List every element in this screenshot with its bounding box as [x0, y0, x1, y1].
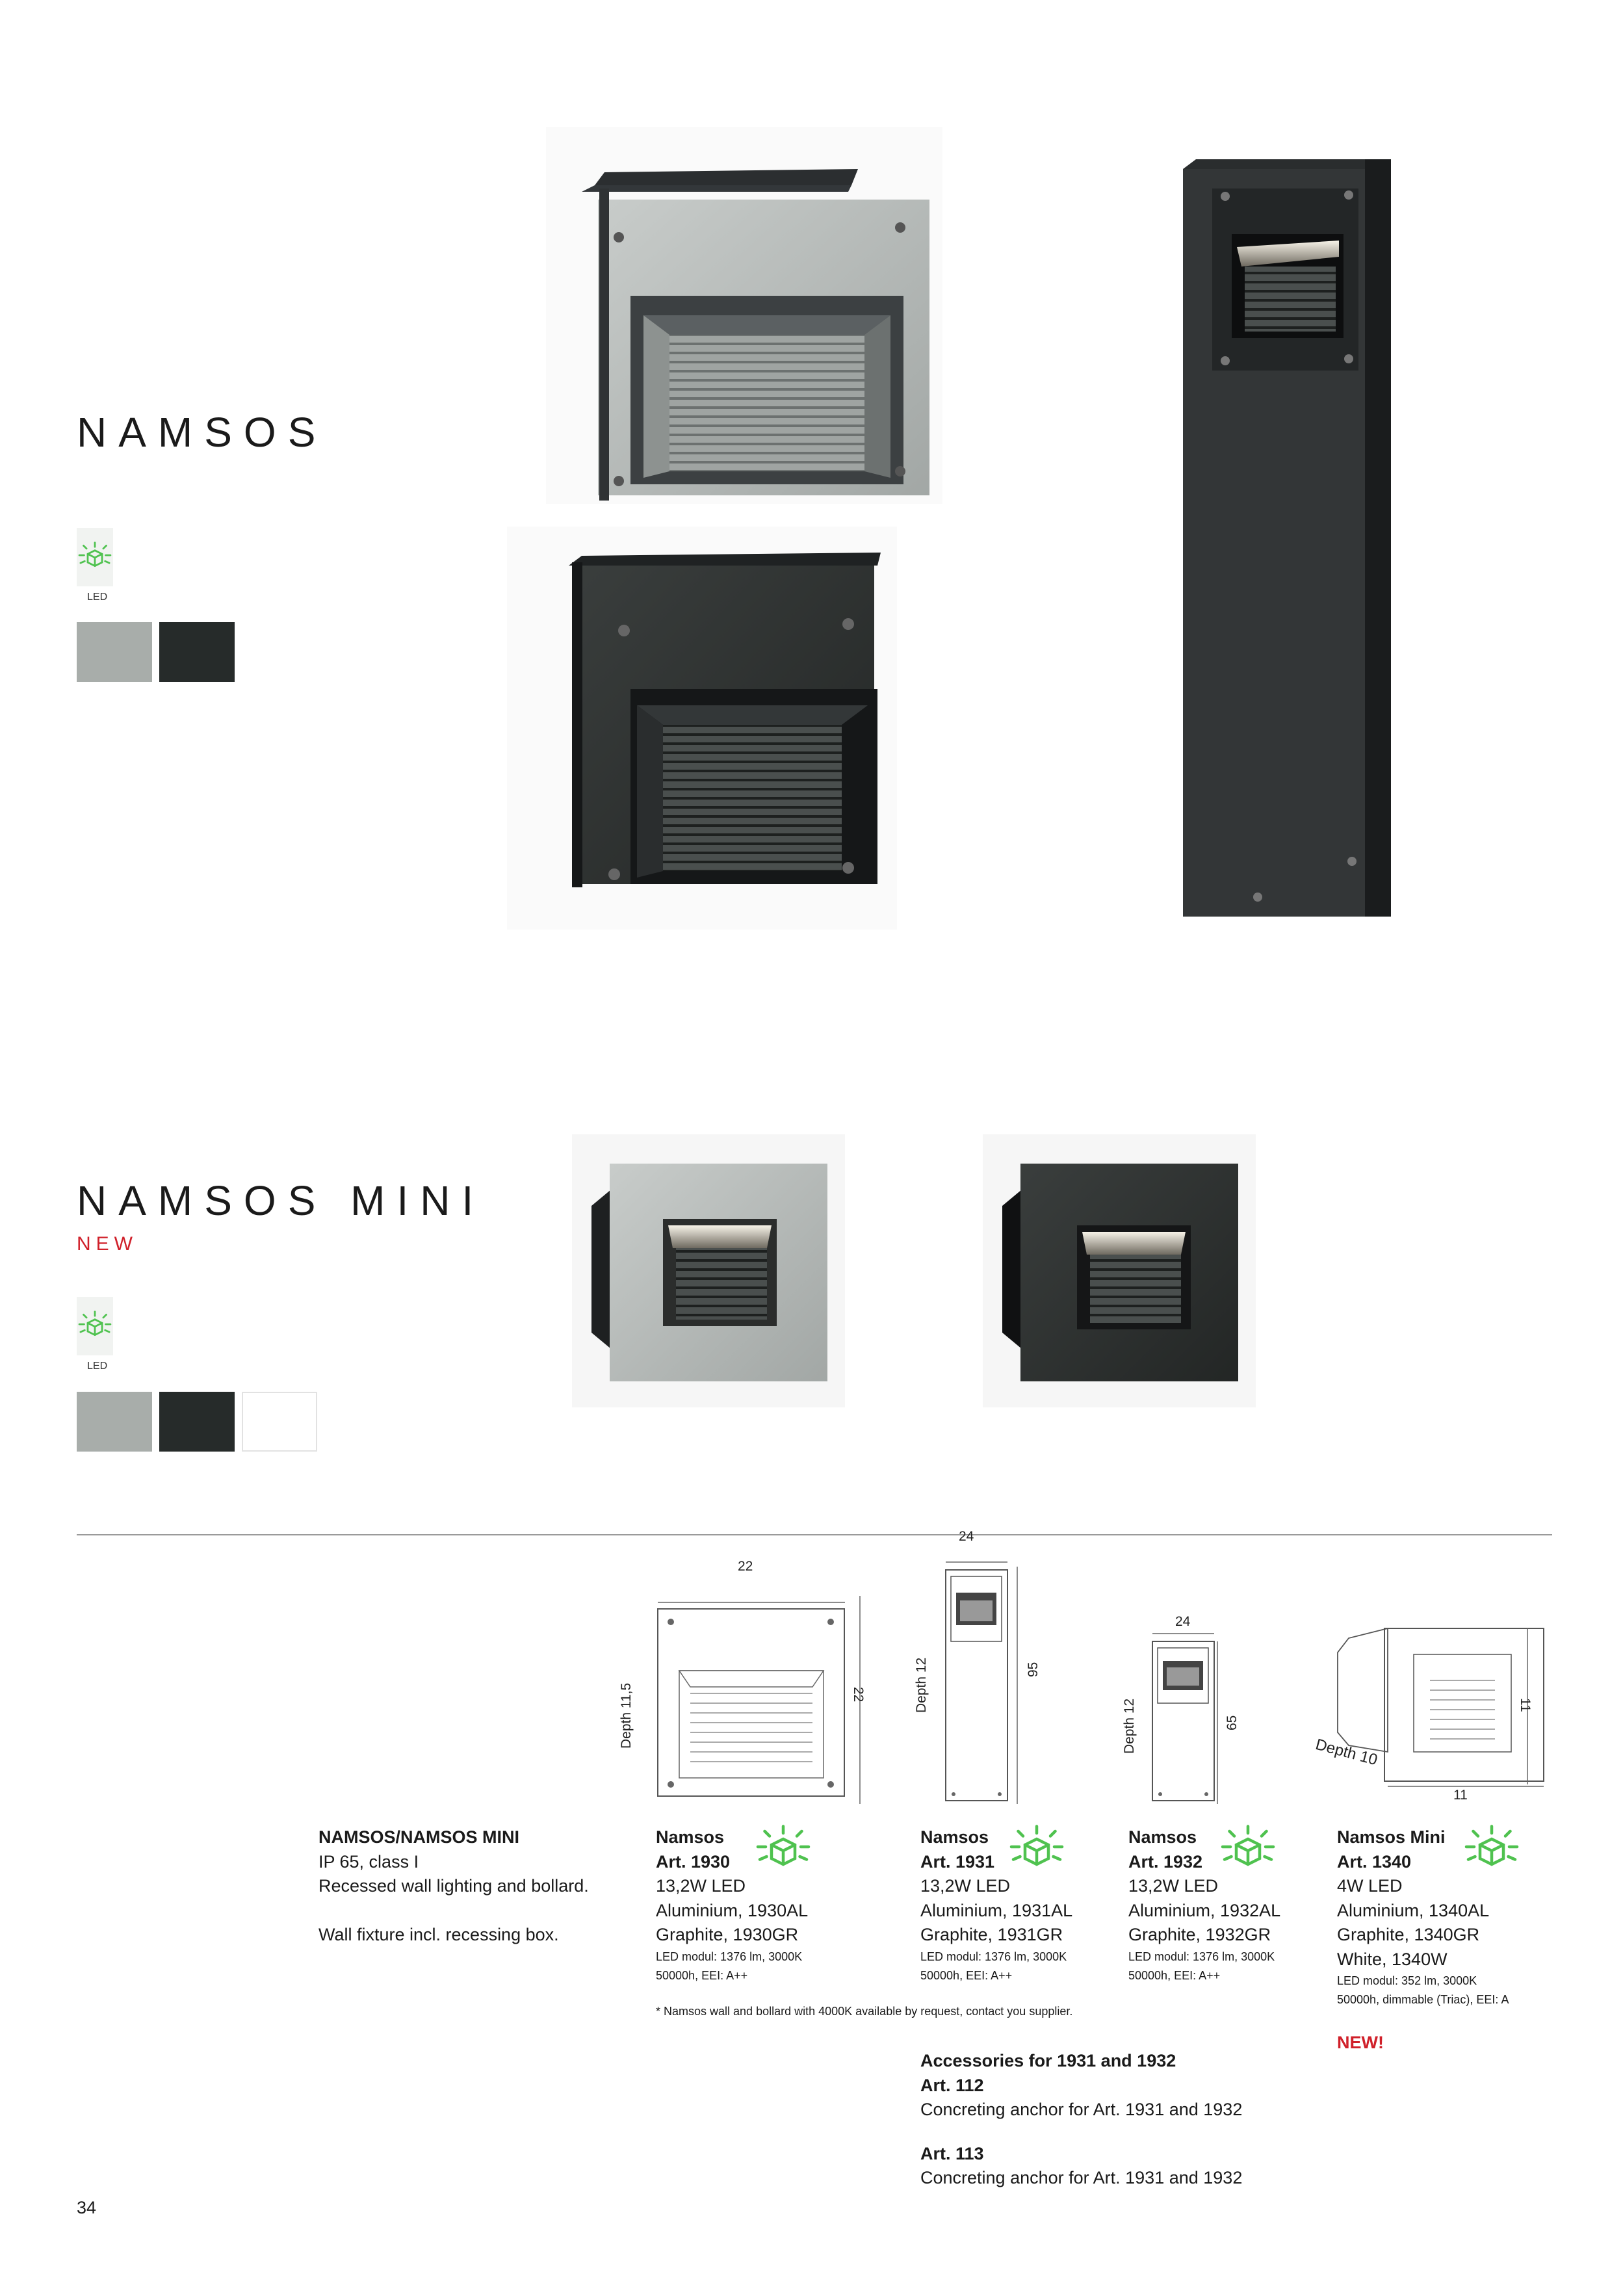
- product-name: Namsos: [656, 1827, 725, 1847]
- color-swatch-aluminium: [77, 622, 152, 682]
- led-bulb-icon: [77, 528, 113, 586]
- product-art: Art. 1932: [1128, 1851, 1203, 1872]
- product-art: Art. 1931: [920, 1851, 995, 1872]
- product-spec: LED modul: 1376 lm, 3000K: [920, 1950, 1067, 1963]
- product-spec: LED modul: 352 lm, 3000K: [1337, 1974, 1477, 1987]
- dim-1930-depth: Depth 11,5: [619, 1682, 634, 1749]
- dimension-line-1931-height: [1014, 1567, 1020, 1804]
- product-photo-namsos-aluminium: [546, 127, 942, 504]
- dim-1340-depth: Depth 10: [1314, 1736, 1380, 1769]
- dim-1930-width: 22: [738, 1559, 753, 1574]
- new-label: NEW!: [1337, 2033, 1384, 2052]
- product-finish: Aluminium, 1930AL: [656, 1900, 809, 1920]
- color-swatch-graphite: [159, 622, 235, 682]
- led-label: LED: [87, 1361, 108, 1372]
- accessories-title: Accessories for 1931 and 1932: [920, 2051, 1176, 2070]
- intro-line: IP 65, class I: [318, 1851, 419, 1872]
- led-bulb-icon: [1462, 1823, 1521, 1872]
- product-finish: Graphite, 1931GR: [920, 1925, 1063, 1944]
- intro-title: NAMSOS/NAMSOS MINI: [318, 1827, 520, 1847]
- page-number: 34: [77, 2198, 97, 2217]
- product-finish: Aluminium, 1932AL: [1128, 1900, 1281, 1920]
- color-swatch-graphite: [159, 1392, 235, 1452]
- led-bulb-icon: [754, 1823, 812, 1872]
- led-bulb-icon: [1219, 1823, 1277, 1872]
- dim-1931-depth: Depth 12: [914, 1657, 929, 1713]
- drawing-art-1932: [1147, 1632, 1219, 1804]
- product-photo-namsos-mini-aluminium: [572, 1134, 845, 1407]
- footnote: * Namsos wall and bollard with 4000K available by request, contact you supplier.: [656, 2005, 1073, 2018]
- dim-1930-height: 22: [851, 1687, 866, 1702]
- product-finish: White, 1340W: [1337, 1949, 1448, 1969]
- intro-line: Wall fixture incl. recessing box.: [318, 1925, 559, 1944]
- product-spec: LED modul: 1376 lm, 3000K: [656, 1950, 803, 1963]
- product-finish: Graphite, 1930GR: [656, 1925, 799, 1944]
- dim-1931-width: 24: [959, 1529, 974, 1544]
- dim-1932-width: 24: [1175, 1614, 1191, 1629]
- product-spec: 50000h, EEI: A++: [920, 1968, 1013, 1982]
- product-power: 4W LED: [1337, 1876, 1403, 1896]
- dim-1340-height: 11: [1518, 1698, 1533, 1712]
- product-finish: Aluminium, 1931AL: [920, 1900, 1073, 1920]
- accessory-art: Art. 112: [920, 2075, 984, 2095]
- product-name: Namsos: [1128, 1827, 1197, 1847]
- product-finish: Aluminium, 1340AL: [1337, 1900, 1490, 1920]
- accessory-art: Art. 113: [920, 2143, 984, 2163]
- product-power: 13,2W LED: [1128, 1876, 1219, 1896]
- product-finish: Graphite, 1932GR: [1128, 1925, 1271, 1944]
- new-badge: NEW: [77, 1233, 138, 1255]
- dim-1931-height: 95: [1026, 1662, 1041, 1677]
- accessory-desc: Concreting anchor for Art. 1931 and 1932: [920, 2168, 1243, 2187]
- product-spec: 50000h, dimmable (Triac), EEI: A: [1337, 1993, 1509, 2006]
- intro-line: Recessed wall lighting and bollard.: [318, 1876, 589, 1896]
- dim-1340-width: 11: [1453, 1788, 1468, 1803]
- dimension-line-1932-height: [1214, 1641, 1221, 1804]
- led-bulb-icon: [77, 1297, 113, 1355]
- led-label: LED: [87, 592, 108, 603]
- product-photo-namsos-mini-graphite: [983, 1134, 1256, 1407]
- color-swatch-aluminium: [77, 1392, 152, 1452]
- product-photo-namsos-bollard: [1180, 156, 1394, 923]
- accessory-desc: Concreting anchor for Art. 1931 and 1932: [920, 2100, 1243, 2119]
- intro-block: [318, 1825, 589, 1948]
- product-spec: 50000h, EEI: A++: [1128, 1968, 1221, 1982]
- product-spec: 50000h, EEI: A++: [656, 1968, 748, 1982]
- product-name: Namsos: [920, 1827, 989, 1847]
- color-swatch-white: [242, 1392, 317, 1452]
- drawing-art-1930: [656, 1599, 845, 1801]
- product-power: 13,2W LED: [920, 1876, 1011, 1896]
- product-art: Art. 1340: [1337, 1851, 1412, 1872]
- led-bulb-icon: [1007, 1823, 1066, 1872]
- product-art: Art. 1930: [656, 1851, 731, 1872]
- divider: [77, 1534, 1552, 1535]
- product-finish: Graphite, 1340GR: [1337, 1925, 1480, 1944]
- section-title-namsos: NAMSOS: [77, 409, 328, 456]
- product-photo-namsos-graphite: [507, 527, 897, 930]
- dim-1932-height: 65: [1225, 1715, 1240, 1730]
- product-name: Namsos Mini: [1337, 1827, 1446, 1847]
- product-power: 13,2W LED: [656, 1876, 746, 1896]
- section-title-namsos-mini: NAMSOS MINI: [77, 1177, 486, 1224]
- drawing-art-1931: [939, 1560, 1017, 1804]
- dim-1932-depth: Depth 12: [1122, 1698, 1137, 1754]
- accessories-block: [920, 2049, 1242, 2191]
- product-spec: LED modul: 1376 lm, 3000K: [1128, 1950, 1275, 1963]
